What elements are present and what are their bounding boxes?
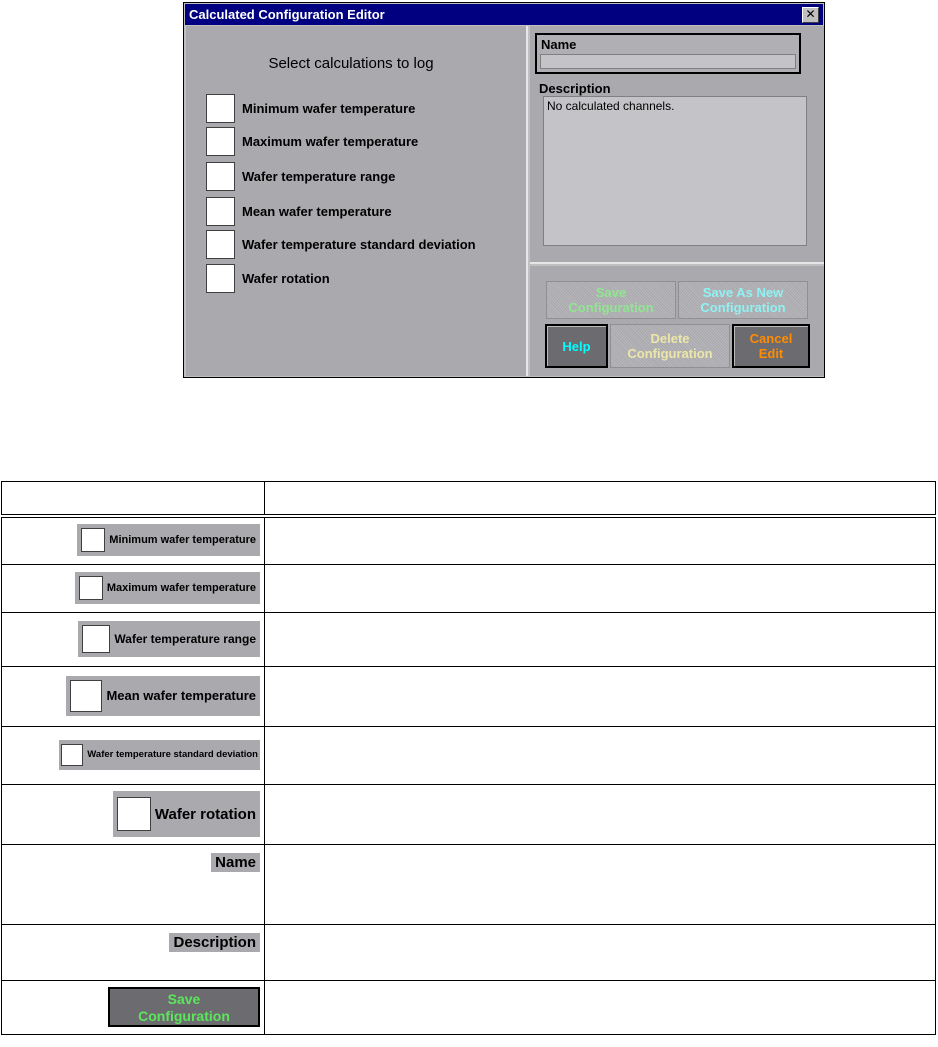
title-bar: [185, 4, 823, 25]
table-row: [2, 564, 936, 612]
checkbox-box[interactable]: [206, 197, 235, 226]
checkbox-icon: [61, 744, 83, 766]
table-row: [2, 612, 936, 666]
checkbox-box[interactable]: [206, 230, 235, 259]
delete-line1: Delete: [650, 331, 690, 346]
calculated-configuration-editor-dialog: [183, 2, 825, 378]
delete-line2: Configuration: [627, 346, 713, 361]
table-row: [2, 924, 936, 980]
mean-wafer-temperature-chip: Mean wafer temperature: [66, 676, 260, 716]
checkbox-label: Wafer temperature standard deviation: [242, 237, 476, 252]
table-row: [2, 784, 936, 844]
checkbox-icon: [117, 797, 151, 831]
calculations-pane: [186, 26, 528, 376]
checkbox-label: Maximum wafer temperature: [242, 134, 419, 149]
save-as-new-line2: Configuration: [700, 300, 786, 315]
cancel-edit-button[interactable]: [732, 324, 810, 368]
checkbox-icon: [81, 528, 105, 552]
name-group: [535, 33, 801, 74]
wafer-rotation-chip: Wafer rotation: [113, 791, 260, 837]
table-cell: [265, 666, 936, 726]
name-label-chip: Name: [211, 853, 260, 872]
save-configuration-button[interactable]: [546, 281, 676, 319]
save-as-new-line1: Save As New: [702, 285, 784, 300]
details-pane: [530, 26, 824, 264]
table-cell: [265, 980, 936, 1034]
checkbox-label: Wafer rotation: [242, 271, 330, 286]
table-cell: [265, 844, 936, 924]
table-cell: [265, 612, 936, 666]
checkbox-box[interactable]: [206, 264, 235, 293]
wafer-temperature-range-chip: Wafer temperature range: [78, 621, 260, 657]
delete-configuration-button[interactable]: [610, 324, 730, 368]
help-button[interactable]: [545, 324, 608, 368]
dialog-title: Calculated Configuration Editor: [189, 7, 385, 22]
table-row: [2, 666, 936, 726]
table-cell: [265, 726, 936, 784]
cancel-line2: Edit: [758, 346, 784, 361]
cancel-line1: Cancel: [749, 331, 793, 346]
checkbox-label: Minimum wafer temperature: [242, 101, 416, 116]
save-as-new-configuration-button[interactable]: [678, 281, 808, 319]
minimum-wafer-temperature-chip: Minimum wafer temperature: [77, 524, 260, 556]
save-configuration-line1: Save: [595, 285, 627, 300]
checkbox-box[interactable]: [206, 94, 235, 123]
table-header-cell: [2, 482, 265, 517]
table-cell: [265, 516, 936, 564]
table-cell: [265, 924, 936, 980]
checkbox-icon: [79, 576, 103, 600]
help-label: Help: [562, 338, 591, 354]
table-row: [2, 844, 936, 924]
table-row: [2, 726, 936, 784]
table-cell: [265, 564, 936, 612]
button-pane: [530, 266, 824, 376]
wafer-temperature-standard-deviation-chip: Wafer temperature standard deviation: [59, 740, 260, 770]
save-configuration-chip: Save Configuration: [108, 987, 260, 1027]
checkbox-icon: [70, 680, 102, 712]
checkbox-box[interactable]: [206, 127, 235, 156]
table-cell: [265, 784, 936, 844]
checkbox-label: Mean wafer temperature: [242, 204, 392, 219]
table-header-row: [2, 482, 936, 517]
table-row: [2, 980, 936, 1034]
close-icon[interactable]: ✕: [802, 7, 819, 23]
name-input[interactable]: [540, 54, 796, 69]
checkbox-box[interactable]: [206, 162, 235, 191]
description-label-chip: Description: [169, 933, 260, 952]
maximum-wafer-temperature-chip: Maximum wafer temperature: [75, 572, 260, 604]
controls-reference-table: [1, 481, 936, 1035]
description-label: Description: [539, 81, 611, 96]
calculations-heading: Select calculations to log: [268, 55, 434, 72]
name-label: Name: [541, 37, 577, 52]
table-row: [2, 516, 936, 564]
checkbox-icon: [82, 625, 110, 653]
table-header-cell: [265, 482, 936, 517]
checkbox-label: Wafer temperature range: [242, 169, 396, 184]
description-textarea[interactable]: No calculated channels.: [543, 96, 807, 246]
save-configuration-line2: Configuration: [568, 300, 654, 315]
